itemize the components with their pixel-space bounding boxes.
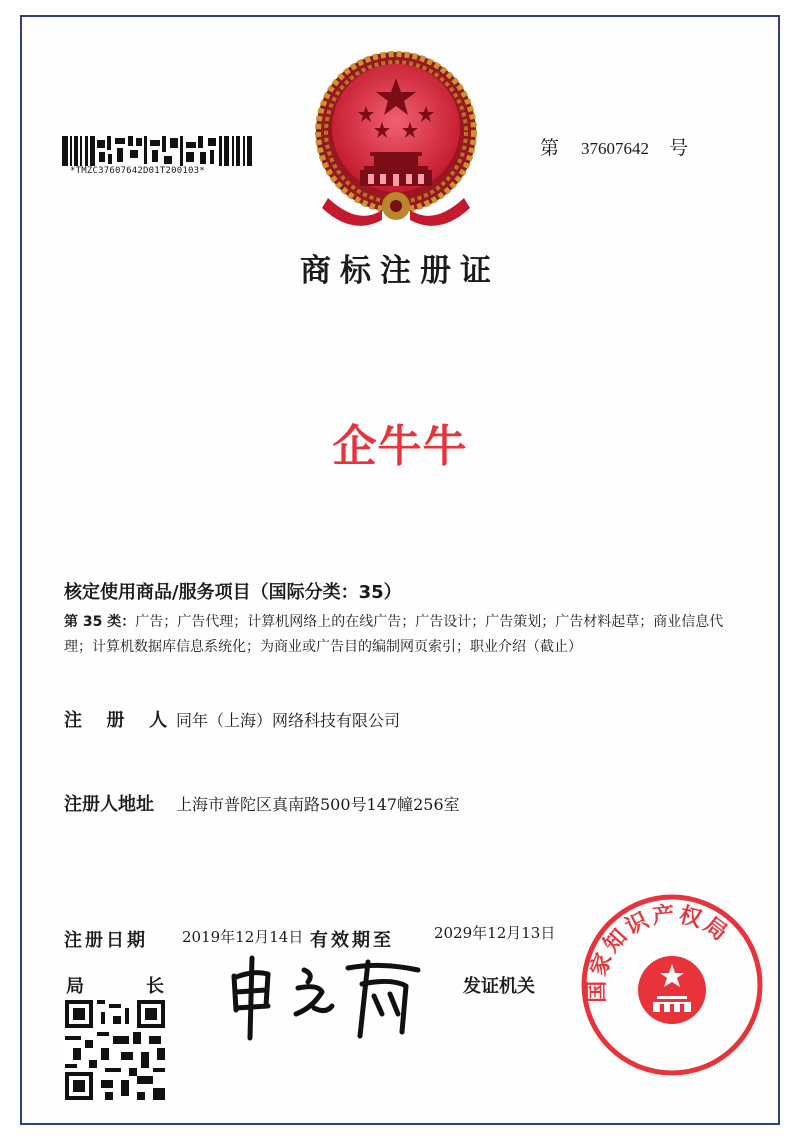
barcode-image xyxy=(62,136,252,166)
goods-services-heading: 核定使用商品/服务项目（国际分类：35） xyxy=(64,582,402,603)
class-items: 广告；广告代理；计算机网络上的在线广告；广告设计；广告策划；广告材料起草；商业信息代理；计算机数据库信息系统化；为商业或广告目的编制网页索引；职业介绍（截止） xyxy=(64,614,724,655)
director-label-1: 局 xyxy=(66,976,84,997)
barcode-code: *TMZC37607642D01T200103* xyxy=(70,166,205,176)
trademark-logo: 企牛牛 xyxy=(332,421,468,472)
certificate-number xyxy=(540,133,688,160)
issuer-label: 发证机关 xyxy=(463,976,535,997)
registrant-value: 同年（上海）网络科技有限公司 xyxy=(176,711,401,730)
reg-date-label: 注册日期 xyxy=(64,930,148,951)
valid-until-value: 2029年12月13日 xyxy=(434,924,556,942)
registrant-label: 注 册 人 xyxy=(64,710,172,731)
director-signature xyxy=(222,948,452,1043)
goods-services-list xyxy=(64,610,744,660)
cert-no-suffix: 号 xyxy=(669,138,689,159)
cert-no-prefix: 第 xyxy=(540,138,560,159)
reg-date-value: 2019年12月14日 xyxy=(182,928,304,946)
cert-no-value: 37607642 xyxy=(581,139,650,158)
director-label-2: 长 xyxy=(146,976,164,997)
certificate-title: 商标注册证 xyxy=(300,253,500,289)
seal-text: 国家知识产权局 xyxy=(584,902,734,1003)
valid-until-label: 有效期至 xyxy=(310,930,394,951)
official-seal-stamp xyxy=(577,890,767,1080)
address-label: 注册人地址 xyxy=(64,794,154,815)
qr-code xyxy=(65,1000,165,1100)
national-emblem-icon xyxy=(308,48,484,228)
class-label: 第 35 类： xyxy=(64,614,136,630)
address-value: 上海市普陀区真南路500号147幢256室 xyxy=(176,795,460,814)
